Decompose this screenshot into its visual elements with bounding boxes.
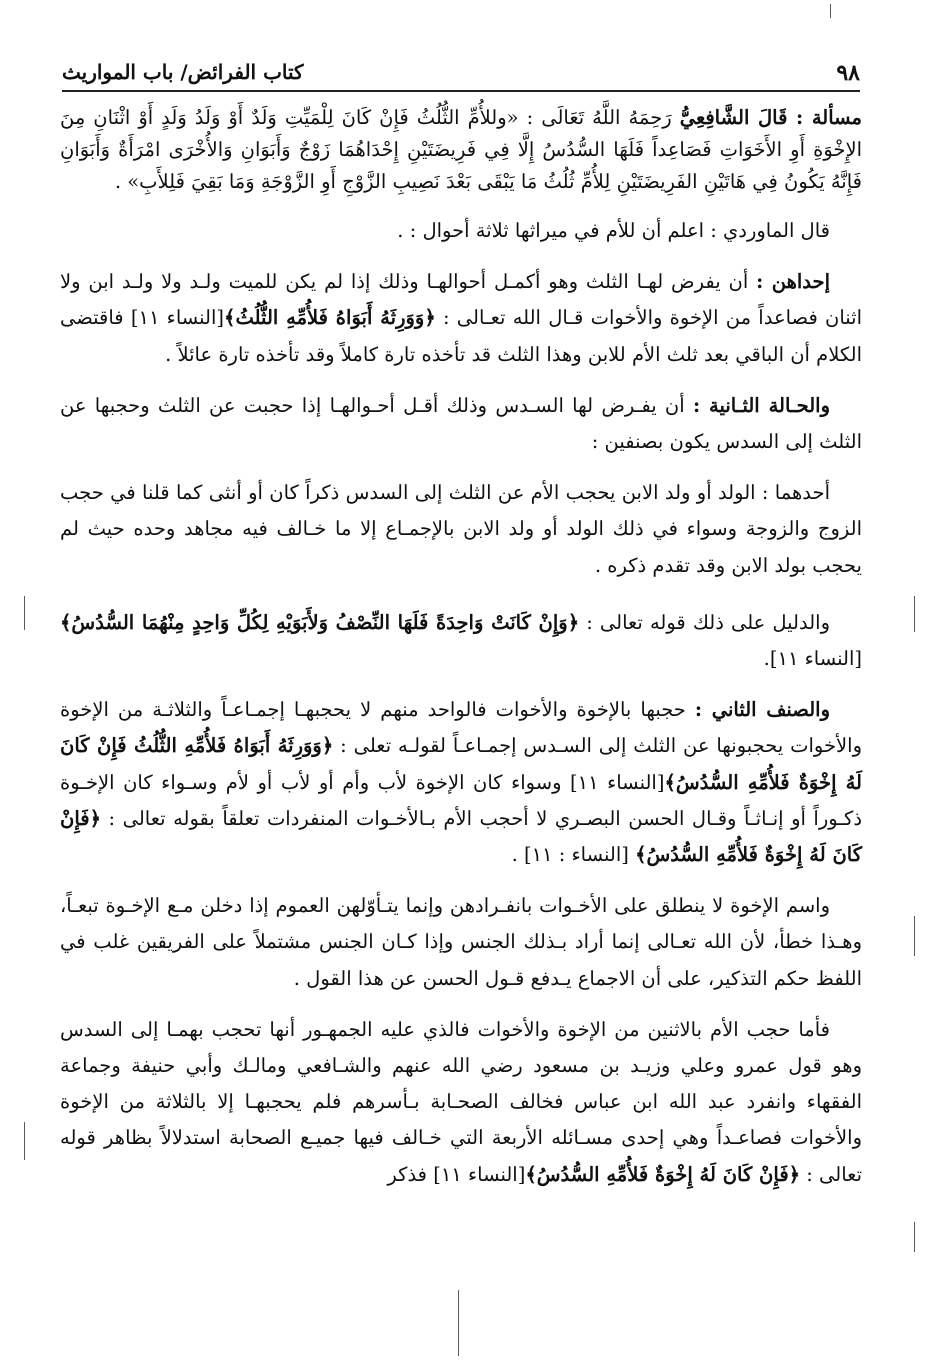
paragraph	[60, 888, 862, 997]
scan-edge-bottom	[458, 1290, 459, 1356]
text-run: [النساء ١١].	[763, 647, 862, 671]
quran-verse: ﴿فَإِنْ كَانَ لَهُ إِخْوَةٌ فَلأُمِّهِ السُّدُسُ﴾	[525, 1162, 801, 1186]
paragraph	[60, 1012, 862, 1193]
paragraph	[60, 213, 862, 249]
paragraph	[60, 388, 862, 460]
scan-margin-left-2	[24, 1122, 25, 1160]
text-run: [النساء : ١١] .	[511, 843, 636, 867]
paragraph	[60, 475, 862, 584]
scan-margin-left-1	[24, 596, 25, 630]
bold-keyword: والحـالة الثـانية :	[692, 393, 830, 417]
bold-keyword: والصنف الثاني :	[694, 698, 830, 722]
quran-verse: ﴿وَوَرِثَهُ أَبَوَاهُ فَلأُمِّهِ الثُّلُثُ فَإِنْ كَانَ لَهُ إِخْوَةٌ فَلأُمِّهِ السُّدُسُ﴾	[60, 734, 862, 794]
text-run: [النساء ١١] وسواء كان الإخوة لأب وأم أو لأب أو لأم وسـواء كان الإخـوة ذكـوراً أو إنـاثـاً وقـال الحسن البصـري لا أحجب الأم بـالأخـوات المنفردات تعلقاً بقوله تعالى :	[60, 770, 862, 830]
paragraph	[60, 102, 862, 198]
running-title: كتاب الفرائض/ باب المواريث	[62, 60, 304, 84]
text-run: [النساء ١١] فاقتضى الكلام أن الباقي بعد ثلث الأم للابن وهذا الثلث قد تأخذه تارة كاملاً وقد تأخذه تارة عائلاً .	[60, 306, 862, 366]
text-run: أن يفـرض لها السـدس وذلك أقـل أحـوالهـا إذا حجبت عن الثلث وحجبها عن الثلث إلى السدس يكون بصنفين :	[60, 393, 862, 454]
page-body	[60, 102, 862, 1208]
text-run: حجبها بالإخوة والأخوات فالواحد منهم لا يحجبهـا إجمـاعـاً والثلاثـة من الإخوة والأخوات يحجبونها عن الثلث إلى السـدس إجمـاعـاً لقولـه تعلى :	[60, 698, 863, 758]
text-run: [النساء ١١] فذكر	[387, 1162, 526, 1186]
page-header	[62, 58, 860, 92]
text-run: فأما حجب الأم بالاثنين من الإخوة والأخوات فالذي عليه الجمهـور أنها تحجب بهمـا إلى السدس وهو قول عمرو وعلي وزيـد بن مسعود رضي الله عنهم والشـافعي ومالـك وأبي حنيفة وجماعة الفقهاء وانفرد عبد الله ابن عباس فخالف الصحـابة بـأسرهم فلم يحجبهـا إلا بالثلاثة من الإخوة والأخوات فصاعـداً وهي إحدى مسـائله الأربعة التي خـالف فيها جميـع الصحابة استدلالاً بظاهر قوله تعالى :	[60, 1017, 862, 1186]
bold-keyword: إحداهن :	[756, 270, 830, 294]
scan-margin-right-3	[914, 1222, 915, 1252]
text-run: أن يفرض لهـا الثلث وهو أكمـل أحوالهـا وذلك إذا لم يكن للميت ولـد ولا ولـد ابن ولا اثنان فصاعداً من الإخوة والأخوات قـال الله تعـالى :	[60, 270, 862, 330]
text-run: واسم الإخوة لا ينطلق على الأخـوات بانفـرادهن وإنما يتـأوّلهن العموم إذا دخلن مـع الإخـوة تبعـاً، وهـذا خطأ، لأن الله تعـالى إنما أراد بـذلك الجنس وإذا كـان الجنس مشتملاً على الفريقين غلب في اللفظ حكم التذكير، على أن الاجماع يـدفع قـول الحسن عن هذا القول .	[60, 894, 862, 990]
quran-verse: ﴿وَإِنْ كَانَتْ وَاحِدَةً فَلَهَا النِّصْفُ وَلأَبَوَيْهِ لِكُلِّ وَاحِدٍ مِنْهُمَا السُّدُسُ﴾	[60, 610, 580, 634]
paragraph	[60, 605, 862, 677]
text-run: والدليل على ذلك قوله تعالى :	[579, 610, 830, 634]
text-run: قال الماوردي : اعلم أن للأم في ميراثها ثلاثة أحوال : .	[397, 219, 830, 242]
text-run: رَحِمَهُ اللَّهُ تَعَالَى : «وللأُمِّ الثُّلُثُ فَإِنْ كَانَ لِلْمَيِّتِ وَلَدٌ أَوْ وَلَدُ وَلَدٍ أَوْ اثْنَانِ مِنَ الإِخْوَةِ أَوِ الأَخَوَاتِ فَصَاعِداً فَلَهَا السُّدُسُ إِلَّا فِي فَرِيضَتَيْنِ إِحْدَاهُمَا زَوْجٌ وَأَبَوَانِ وَالأُخْرَى امْرَأَةٌ وَأَبَوَانِ فَإِنَّهُ يَكُونُ فِي هَاتَيْنِ الفَرِيضَتَيْنِ لِلأُمِّ ثُلُثُ مَا يَبْقَى بَعْدَ نَصِيبِ الزَّوْجِ أَوِ الزَّوْجَةِ وَمَا بَقِيَ فَلِلأَبِ» .	[60, 106, 862, 193]
page-number: ٩٨	[836, 60, 860, 86]
scan-edge-top	[830, 4, 831, 18]
paragraph	[60, 264, 862, 373]
scan-margin-right-2	[914, 916, 915, 956]
bold-keyword: مسألة : قَالَ الشَّافِعِيُّ	[679, 106, 862, 129]
paragraph	[60, 692, 862, 873]
quran-verse: ﴿وَوَرِثَهُ أَبَوَاهُ فَلأُمِّهِ الثُّلُثُ﴾	[224, 306, 436, 330]
quran-verse: ﴿فَإِنْ كَانَ لَهُ إِخْوَةٌ فَلأُمِّهِ السُّدُسُ﴾	[60, 806, 862, 867]
scan-margin-right-1	[914, 596, 915, 632]
text-run: أحدهما : الولد أو ولد الابن يحجب الأم عن الثلث إلى السدس ذكراً كان أو أنثى كما قلنا في حجب الزوج والزوجة وسواء في ذلك الولد أو ولد الابن بالإجمـاع إلا ما خـالف فيه مجاهد وحده حيث لم يحجب بولد الابن وقد تقدم ذكره .	[60, 481, 862, 577]
